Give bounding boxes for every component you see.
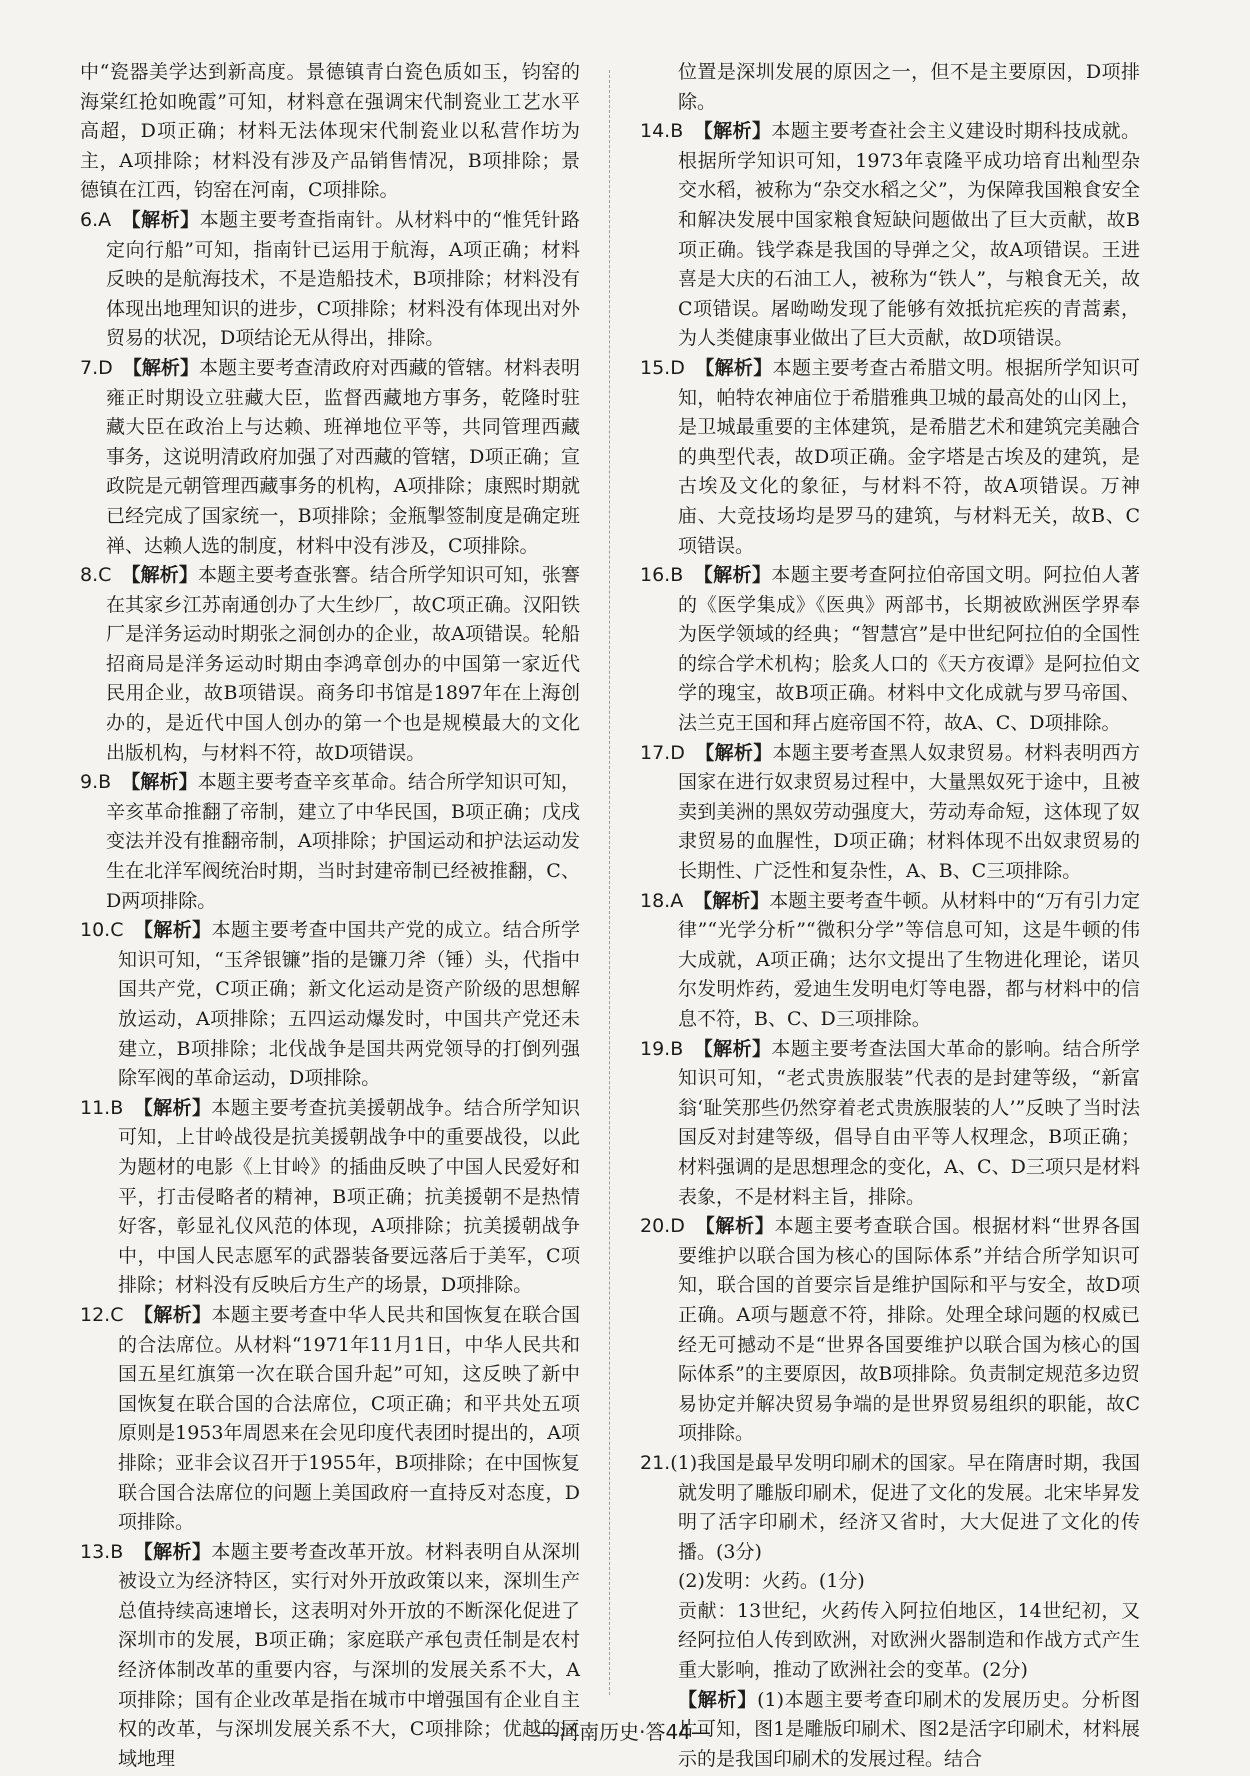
analysis-text: (1)本题主要考查印刷术的发展历史。分析图片可知，图1是雕版印刷术、图2是活字印刷术，材料展示的是我国印刷术的发展过程。结合	[678, 1688, 1140, 1770]
analysis-tag: 【解析】	[694, 356, 773, 379]
answer-letter: C	[98, 564, 112, 587]
answer-letter: B	[670, 1037, 684, 1060]
question-number: 18.	[640, 889, 671, 912]
right-items	[640, 117, 1140, 1449]
answer-item	[80, 1301, 580, 1538]
answer-letter: C	[110, 919, 124, 942]
answer-item	[80, 768, 580, 916]
analysis-text: 本题主要考查辛亥革命。结合所学知识可知，辛亥革命推翻了帝制，建立了中华民国，B项正确；戊戌变法并没有推翻帝制，A项排除；护国运动和护法运动发生在北洋军阀统治时期，当时封建帝制已经被推翻，C、D两项排除。	[106, 771, 580, 912]
answer-letter: B	[670, 564, 684, 587]
answer-letter: C	[110, 1303, 124, 1326]
answer-letter: D	[670, 741, 685, 764]
answer-letter: D	[670, 356, 685, 379]
continued-paragraph: 中“瓷器美学达到新高度。景德镇青白瓷色质如玉，钧窑的海棠红抢如晚霞”可知，材料意在强调宋代制瓷业工艺水平高超，D项正确；材料无法体现宋代制瓷业以私营作坊为主，A项排除；材料没有涉及产品销售情况，B项排除；景德镇在江西，钧窑在河南，C项排除。	[80, 61, 580, 202]
analysis-tag: 【解析】	[133, 1096, 212, 1119]
answer-item	[80, 561, 580, 768]
continued-paragraph: 位置是深圳发展的原因之一，但不是主要原因，D项排除。	[678, 61, 1140, 113]
answer-letter: D	[670, 1215, 685, 1238]
answer-item	[80, 916, 580, 1094]
analysis-tag: 【解析】	[133, 1540, 212, 1563]
right-column	[640, 58, 1140, 1774]
q21-part1	[640, 1449, 1140, 1567]
analysis-tag: 【解析】	[693, 889, 770, 912]
answer-item	[80, 206, 580, 354]
answer-letter: A	[670, 889, 684, 912]
analysis-tag: 【解析】	[694, 1215, 775, 1238]
answer-letter: B	[98, 771, 112, 794]
analysis-text: 本题主要考查清政府对西藏的管辖。材料表明雍正时期设立驻藏大臣，监督西藏地方事务，乾隆时驻藏大臣在政治上与达赖、班禅地位平等，共同管理西藏事务，这说明清政府加强了对西藏的管辖，D项正确；宣政院是元朝管理西藏事务的机构，A项排除；康熙时期就已经完成了国家统一，B项排除；金瓶掣签制度是确定班禅、达赖人选的制度，材料中没有涉及，C项排除。	[106, 356, 580, 557]
question-number: 8.	[80, 564, 99, 587]
question-number: 7.	[80, 356, 99, 379]
analysis-text: 本题主要考查古希腊文明。根据所学知识可知，帕特农神庙位于希腊雅典卫城的最高处的山冈上，是卫城最重要的主体建筑，是希腊艺术和建筑完美融合的典型代表，故D项正确。金字塔是古埃及的建筑，是古埃及文化的象征，与材料不符，故A项错误。万神庙、大竞技场均是罗马的建筑，与材料无关，故B、C项错误。	[678, 356, 1140, 557]
analysis-text: 本题主要考查中华人民共和国恢复在联合国的合法席位。从材料“1971年11月1日，中华人民共和国五星红旗第一次在联合国升起”可知，这反映了新中国恢复在联合国的合法席位，C项正确；和平共处五项原则是1953年周恩来在会见印度代表团时提出的，A项排除；亚非会议召开于1955年，B项排除；在中国恢复联合国合法席位的问题上美国政府一直持反对态度，D项排除。	[118, 1303, 580, 1534]
question-number: 9.	[80, 771, 99, 794]
q21-answer-1: (1)我国是最早发明印刷术的国家。早在隋唐时期，我国就发明了雕版印刷术，促进了文化的发展。北宋毕昇发明了活字印刷术，经济又省时，大大促进了文化的传播。(3分)	[670, 1451, 1140, 1563]
q21-part3: 贡献：13世纪，火药传入阿拉伯地区，14世纪初，又经阿拉伯人传到欧洲，对欧洲火器制造和作战方式产生重大影响，推动了欧洲社会的变革。(2分)	[678, 1599, 1140, 1682]
analysis-text: 本题主要考查黑人奴隶贸易。材料表明西方国家在进行奴隶贸易过程中，大量黑奴死于途中，且被卖到美洲的黑奴劳动强度大，劳动寿命短，这体现了奴隶贸易的血腥性，D项正确；材料体现不出奴隶贸易的长期性、广泛性和复杂性，A、B、C三项排除。	[678, 741, 1140, 883]
analysis-text: 本题主要考查改革开放。材料表明自从深圳被设立为经济特区，实行对外开放政策以来，深圳生产总值持续高速增长，这表明对外开放的不断深化促进了深圳市的发展，B项正确；家庭联产承包责任制是农村经济体制改革的重要内容，与深圳的发展关系不大，A项排除；国有企业改革是指在城市中增强国有企业自主权的改革，与深圳发展关系不大，C项排除；优越的区域地理	[118, 1540, 580, 1770]
question-number: 19.	[640, 1037, 671, 1060]
analysis-text: 本题主要考查抗美援朝战争。结合所学知识可知，上甘岭战役是抗美援朝战争中的重要战役，以此为题材的电影《上甘岭》的插曲反映了中国人民爱好和平，打击侵略者的精神，B项正确；抗美援朝不是热情好客，彰显礼仪风范的体现，A项排除；抗美援朝战争中，中国人民志愿军的武器装备要远落后于美军，C项排除；材料没有反映后方生产的场景，D项排除。	[118, 1096, 580, 1297]
analysis-tag: 【解析】	[694, 741, 773, 764]
analysis-text: 本题主要考查社会主义建设时期科技成就。根据所学知识可知，1973年袁隆平成功培育出籼型杂交水稻，被称为“杂交水稻之父”，为保障我国粮食安全和解决发展中国家粮食短缺问题做出了巨大贡献，故B项正确。钱学森是我国的导弹之父，故A项错误。王进喜是大庆的石油工人，被称为“铁人”，与粮食无关，故C项错误。屠呦呦发现了能够有效抵抗疟疾的青蒿素，为人类健康事业做出了巨大贡献，故D项错误。	[678, 120, 1140, 350]
analysis-tag: 【解析】	[121, 208, 200, 231]
question-number: 10.	[80, 919, 111, 942]
answer-item	[640, 561, 1140, 739]
answer-letter: D	[98, 356, 113, 379]
question-number: 14.	[640, 120, 671, 143]
answer-letter: B	[670, 120, 684, 143]
left-column	[80, 58, 580, 1774]
answer-item	[640, 117, 1140, 354]
analysis-text: 本题主要考查中国共产党的成立。结合所学知识可知，“玉斧银镰”指的是镰刀斧（锤）头，代指中国共产党，C项正确；新文化运动是资产阶级的思想解放运动，A项排除；五四运动爆发时，中国共产党还未建立，B项排除；北伐战争是国共两党领导的打倒列强除军阀的革命运动，D项排除。	[118, 919, 580, 1090]
question-number: 12.	[80, 1303, 111, 1326]
analysis-tag: 【解析】	[133, 919, 212, 942]
answer-item	[80, 1094, 580, 1301]
answer-letter: B	[110, 1540, 124, 1563]
analysis-tag: 【解析】	[121, 564, 198, 587]
q21-part2: (2)发明：火药。(1分)	[678, 1570, 865, 1593]
question-number: 13.	[80, 1540, 111, 1563]
answer-letter: B	[110, 1096, 124, 1119]
analysis-tag: 【解析】	[133, 1303, 212, 1326]
analysis-text: 本题主要考查指南针。从材料中的“惟凭针路定向行船”可知，指南针已运用于航海，A项正确；材料反映的是航海技术，不是造船技术，B项排除；材料没有体现出地理知识的进步，C项排除；材料没有体现出对外贸易的状况，D项结论无从得出，排除。	[106, 208, 580, 350]
column-divider	[609, 70, 610, 1695]
answer-item	[640, 354, 1140, 561]
question-number: 6.	[80, 208, 99, 231]
analysis-tag: 【解析】	[693, 564, 772, 587]
analysis-tag: 【解析】	[122, 356, 200, 379]
question-number: 17.	[640, 741, 671, 764]
watermark: ​	[404, 761, 436, 911]
answer-item	[80, 354, 580, 561]
analysis-text: 本题主要考查张謇。结合所学知识可知，张謇在其家乡江苏南通创办了大生纱厂，故C项正确。汉阳铁厂是洋务运动时期张之洞创办的企业，故A项错误。轮船招商局是洋务运动时期由李鸿章创办的中国第一家近代民用企业，故B项错误。商务印书馆是1897年在上海创办的，是近代中国人创办的第一个也是规模最大的文化出版机构，与材料不符，故D项错误。	[106, 564, 580, 764]
analysis-text: 本题主要考查联合国。根据材料“世界各国要维护以联合国为核心的国际体系”并结合所学知识可知，联合国的首要宗旨是维护国际和平与安全，故D项正确。A项与题意不符，排除。处理全球问题的权威已经无可撼动不是“世界各国要维护以联合国为核心的国际体系”的主要原因，故B项排除。负责制定规范多边贸易协定并解决贸易争端的是世界贸易组织的职能，故C项排除。	[678, 1215, 1140, 1445]
analysis-tag: 【解析】	[693, 1037, 772, 1060]
left-items	[80, 206, 580, 1774]
question-number: 16.	[640, 564, 671, 587]
answer-letter: A	[98, 208, 112, 231]
page-footer: —河南历史·答44—	[539, 1720, 711, 1744]
analysis-text: 本题主要考查法国大革命的影响。结合所学知识可知，“老式贵族服装”代表的是封建等级，“新富翁‘耻笑那些仍然穿着老式贵族服装的人’”反映了当时法国反对封建等级，倡导自由平等人权理念，B项正确；材料强调的是思想理念的变化，A、C、D三项只是材料表象，不是材料主旨，排除。	[678, 1037, 1140, 1208]
answer-item	[640, 1035, 1140, 1213]
question-number: 15.	[640, 356, 671, 379]
analysis-text: 本题主要考查牛顿。从材料中的“万有引力定律”“光学分析”“微积分学”等信息可知，这是牛顿的伟大成就，A项正确；达尔文提出了生物进化理论，诺贝尔发明炸药，爱迪生发明电灯等电器，都与材料中的信息不符，B、C、D三项排除。	[678, 889, 1140, 1030]
analysis-tag: 【解析】	[693, 120, 772, 143]
answer-item	[640, 739, 1140, 887]
analysis-text: 本题主要考查阿拉伯帝国文明。阿拉伯人著的《医学集成》《医典》两部书，长期被欧洲医学界奉为医学领域的经典；“智慧宫”是中世纪阿拉伯的全国性的综合学术机构；脍炙人口的《天方夜谭》是阿拉伯文学的瑰宝，故B项正确。材料中文化成就与罗马帝国、法兰克王国和拜占庭帝国不符，故A、C、D项排除。	[678, 564, 1140, 735]
question-number: 21.	[640, 1451, 671, 1474]
question-number: 20.	[640, 1215, 671, 1238]
analysis-tag: 【解析】	[121, 771, 198, 794]
answer-item	[640, 887, 1140, 1035]
answer-item	[640, 1212, 1140, 1449]
question-number: 11.	[80, 1096, 111, 1119]
analysis-tag: 【解析】	[678, 1688, 758, 1711]
